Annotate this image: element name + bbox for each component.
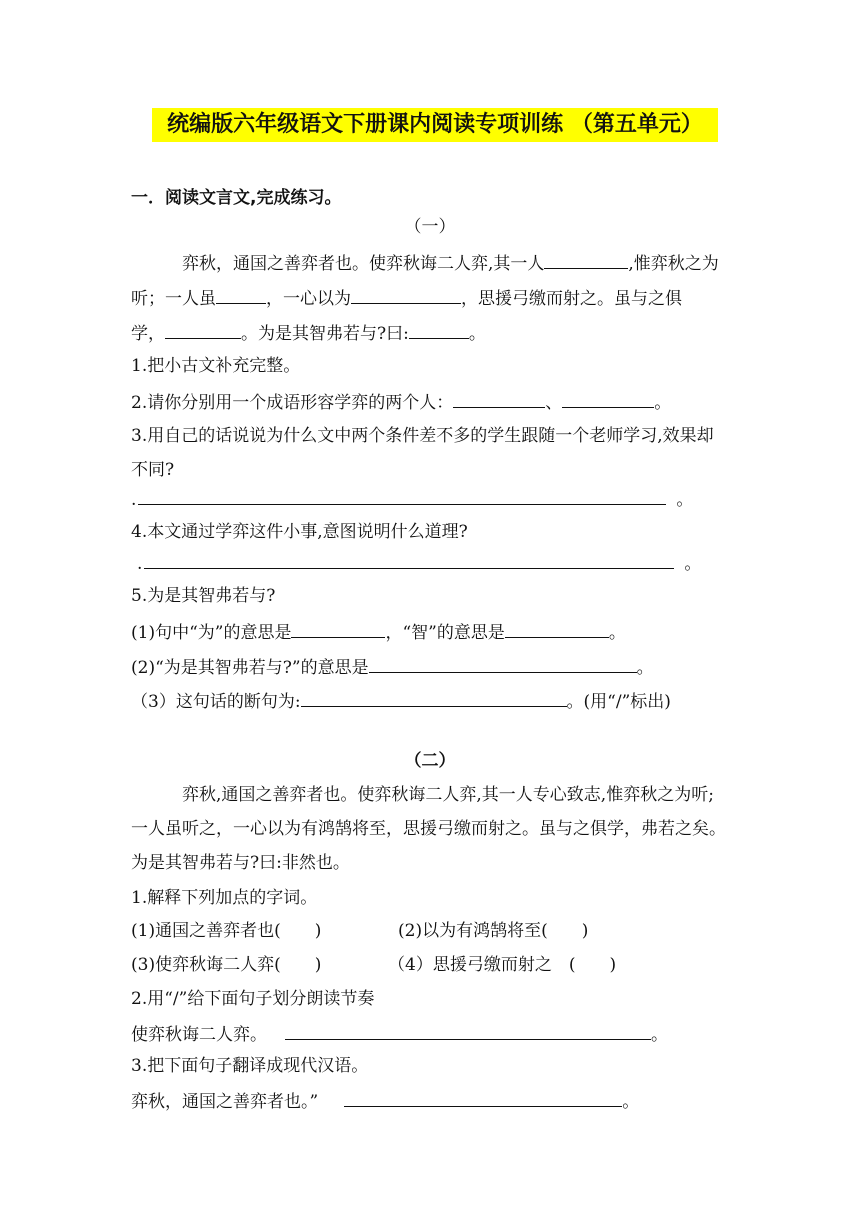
answer-blank[interactable]	[301, 688, 567, 707]
question-text: 。(用“/”标出)	[566, 692, 671, 712]
answer-blank[interactable]	[138, 486, 666, 505]
passage-line-3	[131, 320, 486, 346]
part-two-question-1: 1.解释下列加点的字词。	[131, 888, 318, 908]
passage-text: ，一心以为	[266, 289, 351, 309]
answer-blank[interactable]	[165, 320, 241, 339]
question-5-1	[131, 619, 626, 645]
explain-item-3: (3)使弈秋诲二人弈( )	[131, 955, 322, 975]
answer-blank[interactable]	[291, 619, 385, 638]
passage-2-line-1: 弈秋,通国之善弈者也。使弈秋诲二人弈,其一人专心致志,惟弈秋之为听;	[182, 785, 714, 805]
answer-blank[interactable]	[216, 285, 266, 304]
answer-line-3	[131, 486, 693, 512]
answer-blank[interactable]	[369, 654, 637, 673]
answer-dot: .	[137, 554, 143, 574]
answer-blank[interactable]	[144, 550, 674, 569]
passage-line-2	[131, 285, 682, 311]
sentence-text: 使弈秋诲二人弈。	[131, 1025, 267, 1045]
question-4: 4.本文通过学弈这件小事,意图说明什么道理?	[131, 522, 468, 542]
answer-end: 。	[622, 1092, 640, 1112]
question-2	[131, 389, 671, 415]
passage-text: 听；一人虽	[131, 289, 216, 309]
passage-2-line-2: 一人虽听之，一心以为有鸿鹄将至，思援弓缴而射之。虽与之俱学，弗若之矣。	[131, 819, 726, 839]
question-3-continued: 不同?	[131, 460, 175, 480]
question-1: 1.把小古文补充完整。	[131, 356, 301, 376]
question-5-3	[131, 688, 671, 714]
passage-2-line-3: 为是其智弗若与?曰:非然也。	[131, 853, 350, 873]
answer-dot: .	[131, 490, 137, 510]
question-text: 。	[636, 658, 654, 678]
part-two-label: （二）	[404, 751, 456, 771]
explain-item-2: (2)以为有鸿鹄将至( )	[398, 921, 589, 941]
question-text: (1)句中“为”的意思是	[131, 623, 292, 643]
rhythm-answer-line	[131, 1021, 668, 1047]
question-text: 2.请你分别用一个成语形容学弈的两个人：	[131, 393, 454, 413]
question-text: 。	[654, 393, 672, 413]
question-3: 3.用自己的话说说为什么文中两个条件差不多的学生跟随一个老师学习,效果却	[131, 426, 714, 446]
answer-blank[interactable]	[344, 1088, 622, 1107]
passage-text: 学，	[131, 324, 165, 344]
answer-line-4	[137, 550, 701, 576]
question-text: 。	[608, 623, 626, 643]
part-two-question-2: 2.用“/”给下面句子划分朗读节奏	[131, 989, 375, 1009]
part-two-question-3: 3.把下面句子翻译成现代汉语。	[131, 1056, 369, 1076]
translate-answer-line	[131, 1088, 639, 1114]
answer-blank[interactable]	[544, 250, 628, 269]
passage-text: 。	[468, 324, 486, 344]
answer-blank[interactable]	[562, 389, 654, 408]
answer-end: 。	[651, 1025, 668, 1045]
question-text: ，“智”的意思是	[385, 623, 505, 643]
question-text: 、	[545, 393, 563, 413]
answer-blank[interactable]	[285, 1021, 651, 1040]
passage-text: 弈秋，通国之善弈者也。使弈秋诲二人弈,其一人	[182, 254, 545, 274]
answer-blank[interactable]	[453, 389, 545, 408]
passage-text: ，思援弓缴而射之。虽与之俱	[461, 289, 682, 309]
passage-line-1	[182, 250, 719, 276]
sentence-text: 弈秋，通国之善弈者也。”	[131, 1092, 319, 1112]
passage-text: 。为是其智弗若与?曰:	[241, 324, 409, 344]
explain-item-4: （4）思援弓缴而射之 ( )	[388, 955, 617, 975]
answer-blank[interactable]	[505, 619, 609, 638]
answer-blank[interactable]	[351, 285, 461, 304]
document-title: 统编版六年级语文下册课内阅读专项训练 （第五单元）	[152, 108, 718, 142]
section-heading: 一．阅读文言文,完成练习。	[131, 188, 342, 208]
part-one-label: （一）	[404, 217, 456, 237]
answer-end: 。	[676, 490, 694, 510]
question-text: (2)“为是其智弗若与?”的意思是	[131, 658, 369, 678]
answer-end: 。	[684, 554, 702, 574]
question-text: （3）这句话的断句为:	[131, 692, 301, 712]
explain-item-1: (1)通国之善弈者也( )	[131, 921, 322, 941]
question-5: 5.为是其智弗若与?	[131, 586, 276, 606]
question-5-2	[131, 654, 654, 680]
passage-text: ,惟弈秋之为	[628, 254, 719, 274]
answer-blank[interactable]	[409, 320, 469, 339]
